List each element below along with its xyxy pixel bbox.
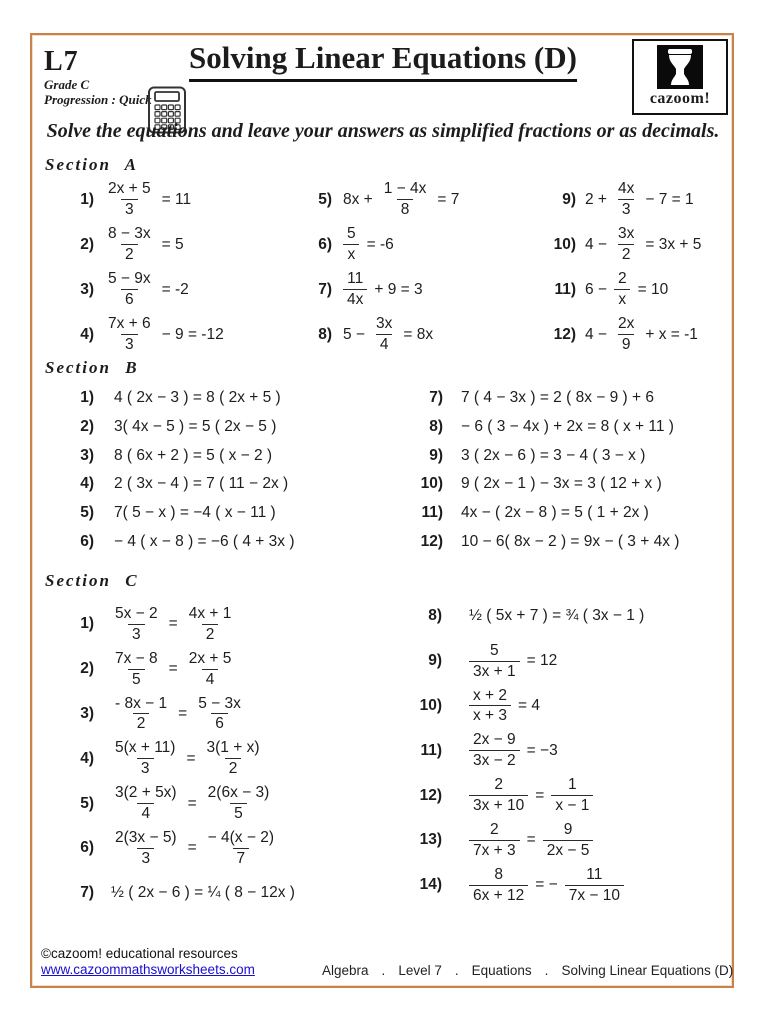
problem-number: 5): [80, 794, 94, 812]
equation: [585, 225, 701, 264]
equation-text: = −: [535, 876, 558, 894]
equation: [585, 180, 694, 219]
equation: [111, 884, 295, 902]
problem-row: [412, 863, 644, 908]
fraction-denominator: 6: [211, 713, 228, 733]
equation: [343, 225, 394, 264]
fraction-numerator: 5 − 3x: [198, 694, 241, 712]
problem-row: [68, 177, 224, 222]
equation-text: − 6 ( 3 − 4x ) + 2x = 8 ( x + 11 ): [461, 418, 674, 436]
fraction-denominator: 4x: [343, 289, 367, 309]
equation-text: = 12: [526, 652, 558, 670]
problem-number: 3): [80, 280, 94, 298]
equation: [111, 784, 273, 823]
problem-number: 8): [428, 607, 442, 625]
problem-row: [68, 781, 295, 826]
equation-text: 3 ( 2x − 6 ) = 3 − 4 ( 3 − x ): [461, 446, 646, 464]
fraction-denominator: 5: [128, 669, 145, 689]
fraction: [551, 776, 593, 815]
problem-row: [412, 773, 644, 818]
equation: [469, 642, 557, 681]
fraction: [614, 225, 638, 264]
equation: [469, 821, 593, 860]
fraction-numerator: 2: [494, 776, 503, 794]
grade-label: Grade C: [44, 77, 90, 92]
fraction: [614, 180, 638, 219]
problem-row: [68, 602, 295, 647]
equation-text: 4 −: [585, 235, 607, 253]
fraction-numerator: 2: [617, 270, 627, 288]
fraction-denominator: 2: [133, 713, 150, 733]
breadcrumb-item: Algebra: [322, 963, 369, 978]
equation-text: 3( 4x − 5 ) = 5 ( 2x − 5 ): [114, 418, 277, 436]
fraction: [343, 225, 360, 264]
problem-row: [68, 384, 295, 413]
fraction-numerator: 4x: [617, 180, 635, 198]
equation-text: 10 − 6( 8x − 2 ) = 9x − ( 3 + 4x ): [461, 532, 680, 550]
fraction: [469, 866, 528, 905]
fraction: [543, 821, 594, 860]
equation-text: 9 ( 2x − 1 ) − 3x = 3 ( 12 + x ): [461, 475, 662, 493]
fraction: [469, 687, 511, 726]
equation: [111, 605, 235, 644]
equation-text: ½ ( 2x − 6 ) = ¼ ( 8 − 12x ): [111, 884, 295, 902]
problem-row: [68, 692, 295, 737]
fraction-denominator: 3x + 1: [469, 661, 520, 681]
equation-text: ½ ( 5x + 7 ) = ¾ ( 3x − 1 ): [469, 607, 645, 625]
equation: [461, 533, 679, 551]
problem-row: [68, 736, 295, 781]
equation-text: 4 ( 2x − 3 ) = 8 ( 2x + 5 ): [114, 389, 281, 407]
problem-number: 10): [420, 475, 443, 493]
fraction-denominator: 3: [137, 848, 154, 868]
fraction-denominator: 2: [225, 758, 242, 778]
equation-text: =: [168, 660, 178, 678]
problem-row: [68, 499, 295, 528]
breadcrumb-separator: .: [454, 963, 459, 978]
fraction-numerator: − 4(x − 2): [207, 829, 275, 847]
problem-number: 1): [80, 615, 94, 633]
fraction-denominator: 3: [618, 199, 635, 219]
problem-number: 8): [429, 418, 443, 436]
fraction-numerator: 7x + 6: [108, 315, 151, 333]
fraction: [204, 829, 278, 868]
fraction-denominator: 7x + 3: [469, 840, 520, 860]
equation-text: =: [186, 749, 196, 767]
equation-text: + 9 = 3: [374, 280, 423, 298]
problem-number: 10): [419, 696, 442, 714]
breadcrumb: [322, 963, 733, 978]
problem-number: 4): [80, 749, 94, 767]
problem-row: [542, 267, 701, 312]
fraction-denominator: 2: [121, 244, 138, 264]
equation: [585, 315, 698, 354]
equation-text: =: [535, 786, 545, 804]
equation: [111, 739, 264, 778]
page-title: Solving Linear Equations (D): [189, 40, 577, 82]
drum-logo-icon: [657, 45, 703, 89]
problem-row: [405, 499, 679, 528]
equation-text: 4 −: [585, 325, 607, 343]
problem-number: 12): [553, 325, 576, 343]
section-a-heading: Section A: [45, 155, 138, 174]
equation: [111, 695, 245, 734]
fraction-denominator: 3x + 10: [469, 795, 528, 815]
fraction-denominator: 3x − 2: [469, 750, 520, 770]
fraction-numerator: 1 − 4x: [383, 180, 427, 198]
fraction: [343, 270, 367, 309]
fraction-denominator: 5: [230, 803, 247, 823]
equation: [114, 504, 276, 522]
fraction-numerator: 5(x + 11): [115, 739, 176, 757]
problem-row: [405, 470, 679, 499]
problem-number: 7): [318, 280, 332, 298]
fraction-numerator: - 8x − 1: [115, 694, 168, 712]
equation: [114, 533, 295, 551]
section-c-heading: Section C: [45, 571, 139, 590]
problem-number: 2): [80, 418, 94, 436]
fraction-numerator: 2(6x − 3): [207, 784, 270, 802]
problem-number: 4): [80, 475, 94, 493]
equation-text: 2 +: [585, 190, 607, 208]
fraction-denominator: x − 1: [551, 795, 593, 815]
problem-row: [68, 413, 295, 442]
problem-row: [68, 441, 295, 470]
fraction-denominator: x + 3: [469, 705, 511, 725]
fraction-denominator: x: [614, 289, 630, 309]
fraction-denominator: 4: [376, 334, 393, 354]
equation-text: =: [187, 794, 197, 812]
problem-number: 10): [553, 235, 576, 253]
fraction-denominator: 6x + 12: [469, 885, 528, 905]
problem-row: [542, 222, 701, 267]
equation-text: 5 −: [343, 325, 365, 343]
problem-row: [308, 267, 459, 312]
copyright-text: ©cazoom! educational resources: [41, 946, 238, 961]
equation: [104, 270, 189, 309]
problem-number: 8): [318, 325, 332, 343]
equation: [461, 475, 662, 493]
fraction-numerator: 2(3x − 5): [115, 829, 177, 847]
problem-row: [412, 818, 644, 863]
equation: [461, 389, 654, 407]
breadcrumb-separator: .: [381, 963, 386, 978]
equation-text: − 7 = 1: [645, 190, 694, 208]
problem-number: 7): [429, 389, 443, 407]
equation: [469, 776, 593, 815]
section-b-column-2: [405, 384, 679, 556]
problem-row: [68, 470, 295, 499]
problem-row: [68, 312, 224, 357]
equation: [111, 650, 235, 689]
fraction-numerator: 2x + 5: [108, 180, 151, 198]
problem-number: 2): [80, 235, 94, 253]
problem-number: 6): [80, 839, 94, 857]
fraction: [111, 739, 179, 778]
fraction-denominator: 2: [202, 624, 219, 644]
problem-row: [405, 384, 679, 413]
logo-text: cazoom!: [649, 90, 711, 107]
fraction: [380, 180, 431, 219]
breadcrumb-item: Equations: [471, 963, 532, 978]
problem-row: [542, 312, 701, 357]
equation-text: + x = -1: [645, 325, 698, 343]
section-a-column-2: [308, 177, 459, 357]
fraction-denominator: 3: [128, 624, 145, 644]
equation-text: 8x +: [343, 190, 373, 208]
fraction-numerator: 8: [494, 865, 503, 883]
problem-number: 9): [429, 446, 443, 464]
equation: [461, 418, 674, 436]
fraction: [204, 784, 274, 823]
section-c-column-1: [68, 602, 295, 916]
equation-text: 7 ( 4 − 3x ) = 2 ( 8x − 9 ) + 6: [461, 389, 654, 407]
fraction-denominator: x: [343, 244, 359, 264]
instruction-text: Solve the equations and leave your answers as simplified fractions or as decimals.: [46, 120, 720, 142]
fraction-numerator: 5: [347, 225, 356, 243]
fraction-denominator: 6: [121, 289, 138, 309]
problem-number: 12): [419, 786, 442, 804]
equation-text: = −3: [526, 741, 558, 759]
section-a-column-1: [68, 177, 224, 357]
fraction: [203, 739, 264, 778]
section-c-column-2: [412, 594, 644, 908]
problem-number: 6): [318, 235, 332, 253]
fraction-numerator: 2: [490, 821, 499, 839]
equation-text: = 7: [437, 190, 460, 208]
fraction: [111, 695, 171, 734]
fraction: [104, 225, 155, 264]
section-b-column-1: [68, 384, 295, 556]
fraction: [111, 829, 181, 868]
equation-text: 6 −: [585, 280, 607, 298]
equation-text: =: [526, 831, 536, 849]
problem-number: 7): [80, 884, 94, 902]
equation-text: 8 ( 6x + 2 ) = 5 ( x − 2 ): [114, 446, 273, 464]
fraction-numerator: 2x: [617, 315, 635, 333]
equation-text: = -6: [366, 235, 394, 253]
breadcrumb-item: Solving Linear Equations (D): [561, 963, 734, 978]
problem-row: [308, 177, 459, 222]
fraction-denominator: 7x − 10: [565, 885, 624, 905]
equation: [469, 866, 624, 905]
equation: [114, 389, 281, 407]
problem-number: 9): [428, 652, 442, 670]
fraction: [469, 821, 520, 860]
problem-number: 6): [80, 532, 94, 550]
fraction-numerator: 5 − 9x: [108, 270, 151, 288]
fraction: [469, 642, 520, 681]
problem-row: [405, 527, 679, 556]
equation: [343, 315, 433, 354]
fraction-denominator: 2: [618, 244, 635, 264]
equation: [585, 270, 668, 309]
problem-row: [405, 413, 679, 442]
fraction-numerator: 11: [347, 270, 364, 288]
fraction: [185, 650, 236, 689]
fraction: [111, 650, 162, 689]
fraction-denominator: 4: [202, 669, 219, 689]
equation: [343, 180, 459, 219]
equation-text: = 8x: [403, 325, 434, 343]
problem-number: 1): [80, 190, 94, 208]
fraction: [614, 270, 631, 309]
problem-number: 11): [554, 280, 576, 298]
problem-number: 2): [80, 660, 94, 678]
fraction-numerator: 3(1 + x): [206, 739, 260, 757]
fraction: [565, 866, 624, 905]
equation: [104, 180, 191, 219]
equation-text: = 3x + 5: [645, 235, 702, 253]
equation: [111, 829, 278, 868]
equation-text: = 10: [637, 280, 669, 298]
equation-text: − 9 = -12: [161, 325, 224, 343]
problem-row: [308, 312, 459, 357]
equation: [343, 270, 423, 309]
equation-text: 4x − ( 2x − 8 ) = 5 ( 1 + 2x ): [461, 504, 649, 522]
fraction-denominator: 3: [121, 334, 138, 354]
fraction: [372, 315, 396, 354]
problem-number: 11): [420, 741, 442, 759]
problem-number: 11): [421, 504, 443, 522]
problem-row: [412, 728, 644, 773]
problem-row: [412, 594, 644, 639]
problem-number: 3): [80, 446, 94, 464]
fraction: [104, 180, 155, 219]
equation: [469, 731, 558, 770]
fraction-numerator: 4x + 1: [188, 605, 232, 623]
equation-text: 7( 5 − x ) = −4 ( x − 11 ): [114, 504, 276, 522]
fraction: [111, 605, 162, 644]
problem-row: [405, 441, 679, 470]
problem-number: 5): [318, 190, 332, 208]
fraction-numerator: 7x − 8: [115, 649, 158, 667]
fraction: [104, 270, 155, 309]
fraction-numerator: 3(2 + 5x): [115, 784, 177, 802]
fraction-numerator: 5x − 2: [115, 605, 158, 623]
fraction-denominator: 3: [121, 199, 138, 219]
equation: [114, 475, 288, 493]
problem-number: 9): [562, 190, 576, 208]
problem-row: [68, 222, 224, 267]
equation: [461, 504, 649, 522]
fraction: [194, 695, 245, 734]
progression-label: Progression : Quick: [44, 92, 152, 107]
problem-number: 4): [80, 325, 94, 343]
problem-number: 3): [80, 704, 94, 722]
problem-number: 12): [420, 532, 443, 550]
fraction-numerator: 9: [563, 821, 573, 839]
fraction-denominator: 4: [137, 803, 154, 823]
problem-row: [308, 222, 459, 267]
problem-number: 13): [419, 831, 442, 849]
equation-text: =: [187, 839, 197, 857]
fraction-denominator: 3: [137, 758, 154, 778]
problem-row: [412, 639, 644, 684]
breadcrumb-item: Level 7: [398, 963, 442, 978]
problem-row: [68, 527, 295, 556]
equation-text: =: [168, 615, 178, 633]
fraction-numerator: 8 − 3x: [108, 225, 151, 243]
section-b-heading: Section B: [45, 358, 139, 377]
equation-text: = 5: [161, 235, 184, 253]
equation: [469, 687, 540, 726]
equation-text: = -2: [161, 280, 189, 298]
fraction-numerator: 2x + 5: [188, 649, 232, 667]
equation-text: = 11: [161, 190, 192, 208]
problem-row: [68, 267, 224, 312]
fraction-numerator: 2x − 9: [473, 731, 516, 749]
equation-text: =: [178, 704, 188, 722]
equation: [114, 418, 276, 436]
section-a-column-3: [542, 177, 701, 357]
problem-row: [68, 647, 295, 692]
problem-row: [542, 177, 701, 222]
fraction-denominator: 7: [233, 848, 250, 868]
website-link[interactable]: www.cazoommathsworksheets.com: [41, 962, 255, 977]
equation: [461, 447, 645, 465]
equation: [469, 607, 644, 625]
fraction-numerator: 1: [568, 776, 577, 794]
equation-text: − 4 ( x − 8 ) = −6 ( 4 + 3x ): [114, 532, 295, 550]
fraction: [469, 731, 520, 770]
fraction: [614, 315, 638, 354]
fraction-denominator: 9: [618, 334, 635, 354]
problem-row: [68, 871, 295, 916]
fraction-numerator: 3x: [375, 315, 393, 333]
equation: [114, 447, 272, 465]
fraction-numerator: x + 2: [473, 686, 508, 704]
problem-row: [68, 826, 295, 871]
fraction-numerator: 5: [490, 641, 499, 659]
fraction-denominator: 8: [397, 199, 414, 219]
problem-number: 14): [419, 876, 442, 894]
problem-number: 5): [80, 504, 94, 522]
fraction-numerator: 11: [586, 865, 603, 883]
equation: [104, 225, 184, 264]
breadcrumb-separator: .: [544, 963, 549, 978]
fraction: [469, 776, 528, 815]
fraction: [104, 315, 155, 354]
equation: [104, 315, 224, 354]
cazoom-logo: [632, 39, 728, 115]
fraction-numerator: 3x: [617, 225, 635, 243]
level-code: L7: [44, 46, 79, 77]
fraction: [185, 605, 236, 644]
equation-text: = 4: [518, 696, 541, 714]
problem-number: 1): [80, 389, 94, 407]
fraction-denominator: 2x − 5: [543, 840, 594, 860]
problem-row: [412, 684, 644, 729]
equation-text: 2 ( 3x − 4 ) = 7 ( 11 − 2x ): [114, 475, 289, 493]
fraction: [111, 784, 181, 823]
